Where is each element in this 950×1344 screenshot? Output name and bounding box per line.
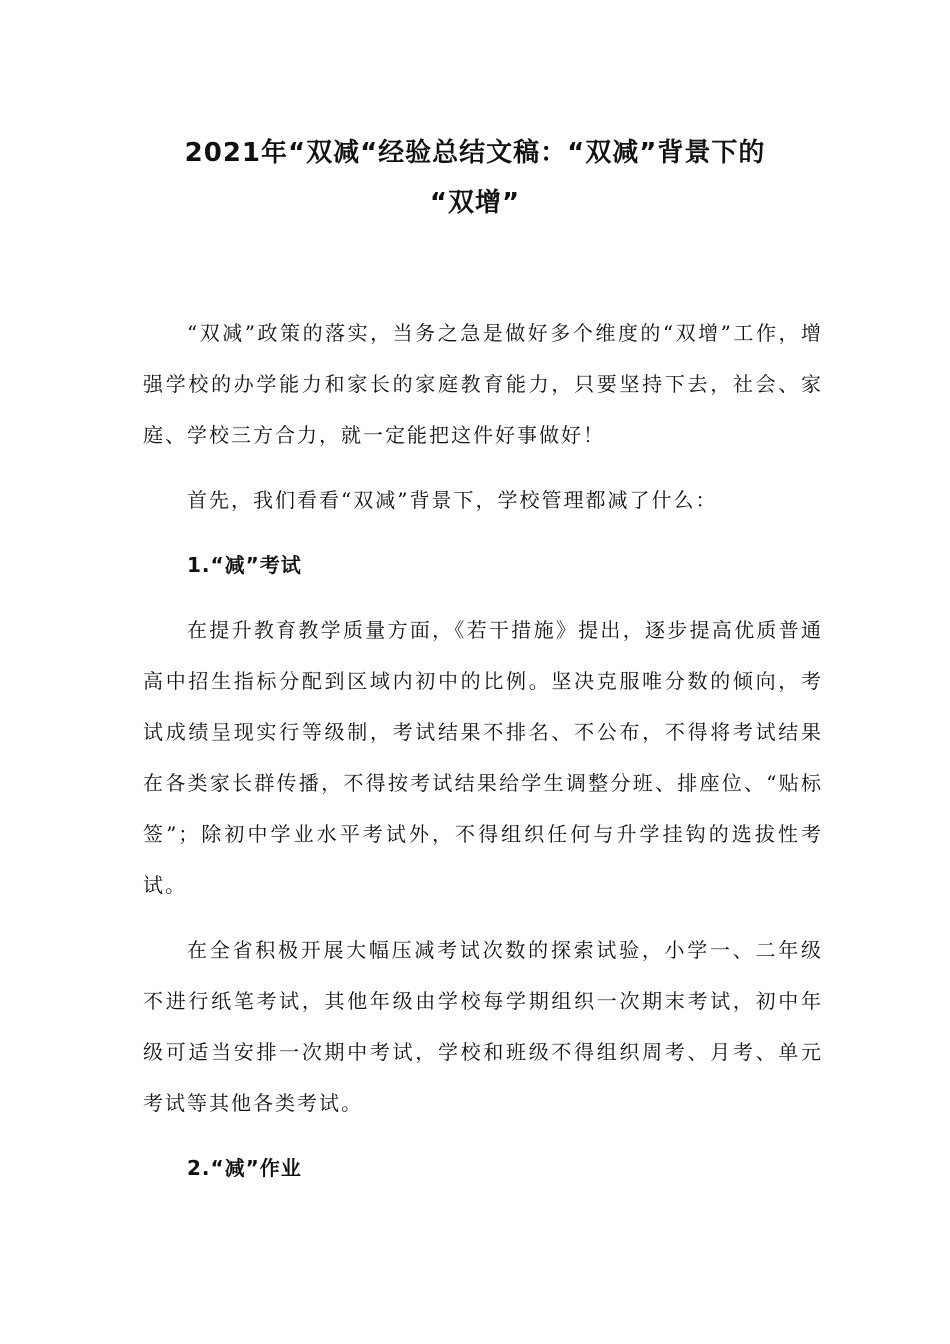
title-line-2: “双增” — [429, 188, 521, 218]
document-body — [143, 308, 823, 1208]
section-heading-exams: 1.“减”考试 — [187, 553, 302, 577]
section-heading-homework: 2.“减”作业 — [187, 1156, 302, 1180]
exams-paragraph-1: 在提升教育教学质量方面，《若干措施》提出，逐步提高优质普通高中招生指标分配到区域内初中的比例。坚决克服唯分数的倾向，考试成绩呈现实行等级制，考试结果不排名、不公布，不得将考试结果在各类家长群传播，不得按考试结果给学生调整分班、排座位、“贴标签”；除初中学业水平考试外，不得组织任何与升学挂钩的选拔性考试。 — [143, 618, 823, 897]
title-line-1: 2021年“双减“经验总结文稿：“双减”背景下的 — [184, 138, 766, 168]
lead-in-paragraph: 首先，我们看看“双减”背景下，学校管理都减了什么： — [187, 488, 718, 512]
document-title — [130, 128, 820, 228]
exams-paragraph-2: 在全省积极开展大幅压减考试次数的探索试验，小学一、二年级不进行纸笔考试，其他年级由学校每学期组织一次期末考试，初中年级可适当安排一次期中考试，学校和班级不得组织周考、月考、单元考试等其他各类考试。 — [143, 938, 823, 1115]
intro-paragraph: “双减”政策的落实，当务之急是做好多个维度的“双增”工作，增强学校的办学能力和家长的家庭教育能力，只要坚持下去，社会、家庭、学校三方合力，就一定能把这件好事做好！ — [143, 321, 823, 447]
